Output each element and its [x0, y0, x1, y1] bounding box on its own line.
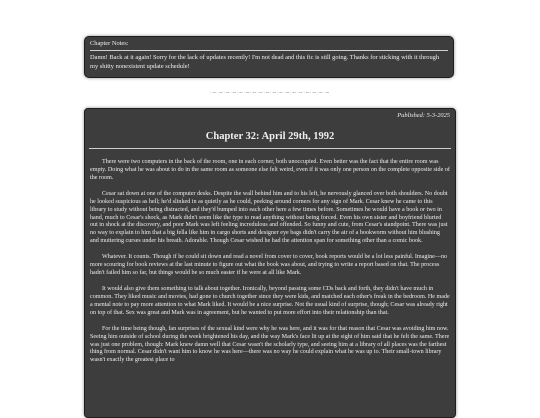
paragraph: It would also give them something to talk about together. Ironically, beyond passing some CDs back and forth, they didn't have much in common. They liked music and movies, had gone to church together since they were kids, and matched each other's freak in the bedroom. He made a mental note to pay more attention to what Mark liked. It would be a nice surprise. Not the usual kind of surprise, though; Cesar was already right on top of that. Sex was great and Mark was in agreement, but he wanted to put more effort into their relationship than that.: [90, 285, 450, 316]
chapter-notes-heading: Chapter Notes:: [90, 40, 448, 51]
chapter-notes-body: Damn! Back at it again! Sorry for the lack of updates recently! I'm not dead and this fic is still going. Thanks for sticking with it through my shitty nonexistent update schedule!: [90, 54, 440, 70]
divider-ornament: ·∼·∼·∼·∼·∼·∼·∼·∼·∼·∼·∼·∼·∼·∼·∼·∼·∼·∼: [210, 91, 330, 96]
chapter-text: [85, 159, 455, 365]
chapter-notes-box: [84, 36, 454, 78]
chapter-title: Chapter 32: April 29th, 1992: [205, 131, 335, 142]
paragraph: For the time being though, fan surprises of the sexual kind were why he was here, and it was for that reason that Cesar was avoiding him now. Seeing him outside of school during the week brightened his day, and the way Mark's face lit up at the sight of him said that he felt the same. There was just one problem, though: Mark knew damn well that Cesar wasn't the scholarly type, and seeing him at a library of all places was the farthest thing from normal. Cesar didn't want him to know he was here—there was no way he could explain what he was up to. Their small-town library wasn't exactly the greatest place to: [90, 325, 450, 364]
title-divider: [89, 148, 451, 149]
paragraph: There were two computers in the back of the room, one in each corner, both unoccupied. Even better was the fact that the entire room was empty. Doing what he was about to do in the same room as someone else felt weird, even if it was only one person on the complete opposite side of the room.: [90, 159, 450, 181]
paragraph: Cesar sat down at one of the computer desks. Despite the wall behind him and to his left, he nervously glanced over both shoulders. No doubt he looked suspicious as hell; he'd slinked in as quietly as he could, peeking around corners for any sign of Mark. Cesar knew he came to this library to study without being distracted, and they'd bumped into each other here a few times before. Sometimes he would have a book or two in hand, much to Cesar's shock, as Mark didn't seem like the type to read anything without being forced. Even his own sister and boyfriend blurted out in shock at the discovery, and poor Mark was left feeling incredulous and offended. So funny and cute, from Cesar's standpoint. There was just no way to explain to him that a big fella like him in cargo shorts and designer eye bags didn't carry the air of a bookworm without him blushing and muttering curses under his breath. Adorable. Though Cesar wished he had the attention span for something other than a comic book.: [90, 190, 448, 245]
paragraph: Whatever. It counts. Though if he could sit down and read a novel from cover to cover, book reports would be a lot less painful. Imagine—no more scouring for book reviews at the last minute to figure out what the book was about, and trying to write a report based on that. The process hadn't failed him so far, but things would be so much easier if he were at all like Mark.: [90, 254, 448, 277]
chapter-box: [84, 108, 456, 418]
published-date: Published: 5-3-2025: [397, 112, 450, 119]
